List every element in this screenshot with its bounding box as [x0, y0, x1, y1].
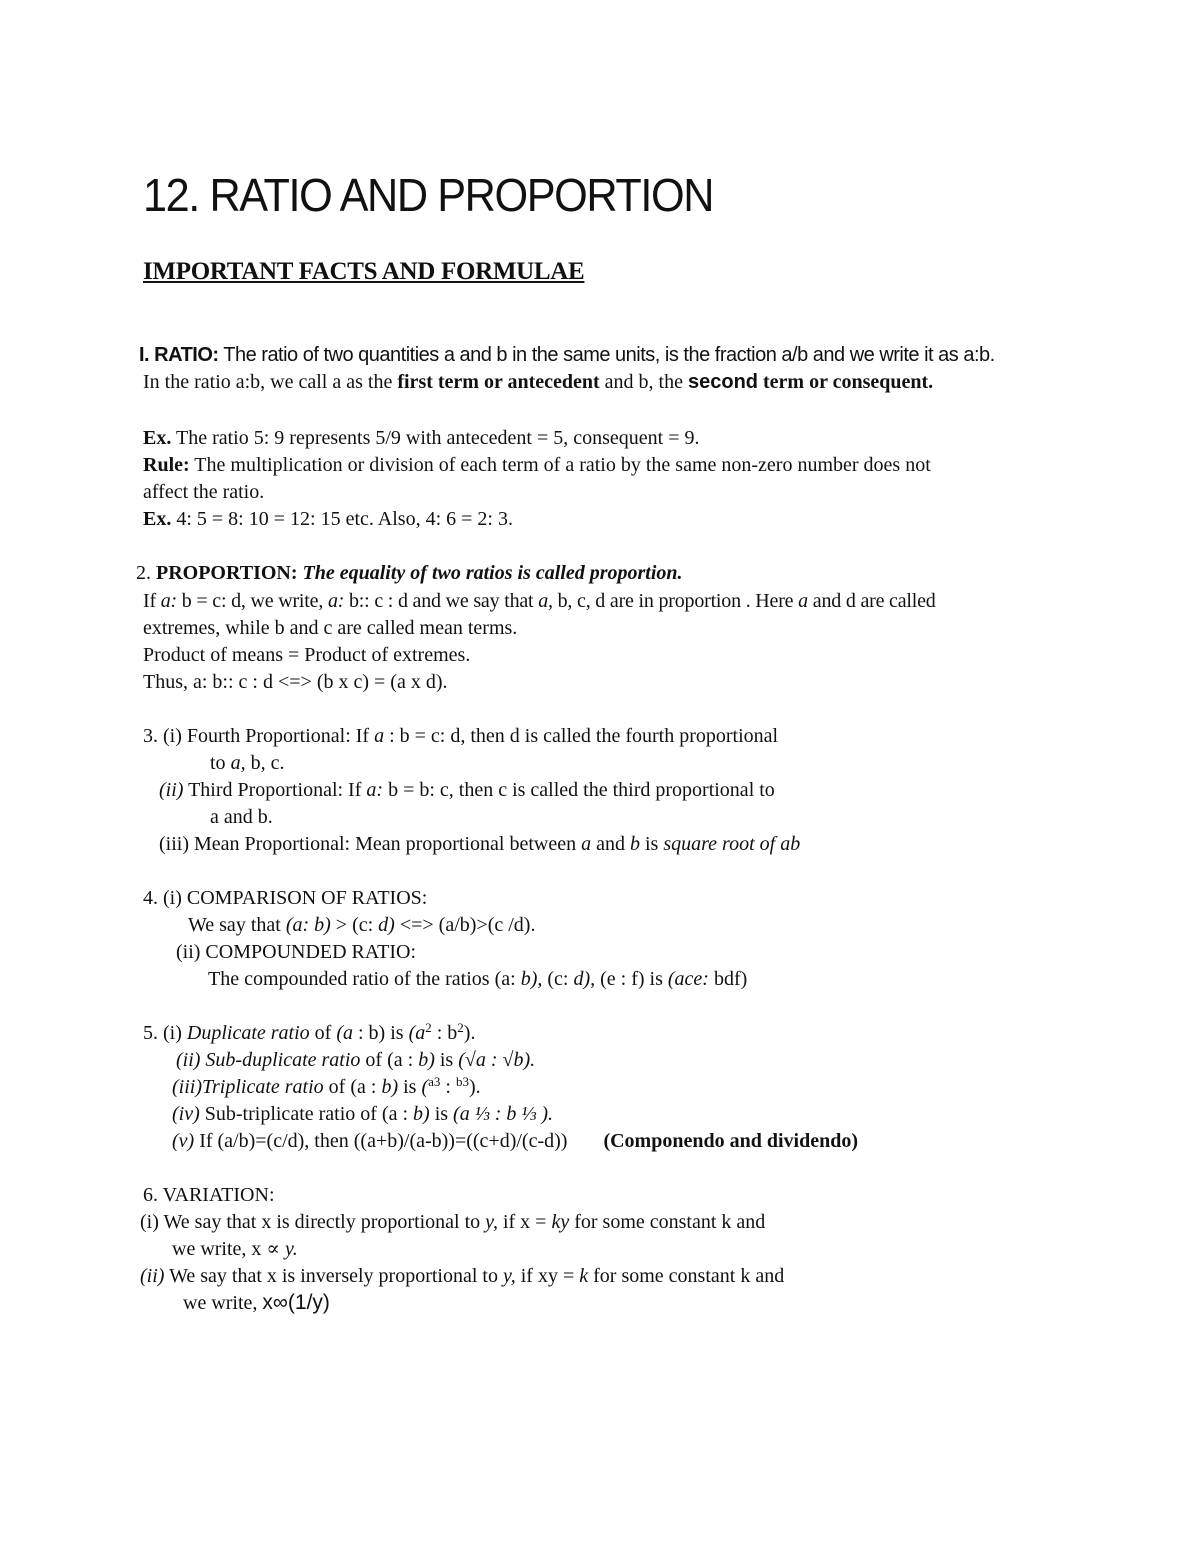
inverse-variation-notation: we write, x∞(1/y) [183, 1291, 330, 1314]
fourth-proportional-cont: to a, b, c. [210, 752, 285, 774]
sub-duplicate-ratio: (ii) Sub-duplicate ratio of (a : b) is (√a : √b). [176, 1049, 536, 1071]
mean-proportional: (iii) Mean Proportional: Mean proportional between a and b is square root of ab [159, 833, 801, 855]
inverse-variation: (ii) We say that x is inversely proportional to y, if xy = k for some constant k and [140, 1265, 785, 1287]
compounded-heading: (ii) COMPOUNDED RATIO: [176, 941, 416, 963]
third-proportional: (ii) Third Proportional: If a: b = b: c, then c is called the third proportional to [159, 779, 775, 801]
direct-variation-notation: we write, x ∝ y. [172, 1238, 298, 1260]
proportion-definition: 2. PROPORTION: The equality of two ratios is called proportion. [136, 562, 683, 584]
componendo-dividendo: (v) If (a/b)=(c/d), then ((a+b)/(a-b))=((c+d)/(c-d)) (Componendo and dividendo) [172, 1130, 858, 1152]
direct-variation: (i) We say that x is directly proportional to y, if x = ky for some constant k and [140, 1211, 766, 1233]
compounded-rule: The compounded ratio of the ratios (a: b), (c: d), (e : f) is (ace: bdf) [208, 968, 748, 990]
section-subtitle: IMPORTANT FACTS AND FORMULAE [143, 258, 585, 285]
proportion-notation: If a: b = c: d, we write, a: b:: c : d and we say that a, b, c, d are in proportion . Here a and d are called [143, 590, 936, 612]
ratio-definition: I. RATIO: The ratio of two quantities a and b in the same units, is the fraction a/b and we write it as a:b. [139, 344, 995, 366]
page-title: 12. RATIO AND PROPORTION [143, 169, 714, 221]
ratio-label: I. RATIO: [139, 344, 219, 366]
ratio-example-1: Ex. The ratio 5: 9 represents 5/9 with antecedent = 5, consequent = 9. [143, 427, 700, 449]
triplicate-ratio: (iii)Triplicate ratio of (a : b) is ($^{a3}$ : $^{b3}$). [172, 1074, 481, 1098]
ratio-example-2: Ex. 4: 5 = 8: 10 = 12: 15 etc. Also, 4: 6 = 2: 3. [143, 508, 513, 530]
variation-heading: 6. VARIATION: [143, 1184, 275, 1206]
third-proportional-cont: a and b. [210, 806, 273, 828]
fourth-proportional: 3. (i) Fourth Proportional: If a : b = c: d, then d is called the fourth proportional [143, 725, 779, 747]
proportion-product-rule: Product of means = Product of extremes. [143, 644, 471, 666]
proportion-equivalence: Thus, a: b:: c : d <=> (b x c) = (a x d). [143, 671, 448, 693]
sub-triplicate-ratio: (iv) Sub-triplicate ratio of (a : b) is (a ⅓ : b ⅓ ). [172, 1103, 554, 1125]
ratio-rule: Rule: The multiplication or division of each term of a ratio by the same non-zero number does not [143, 454, 931, 476]
ratio-terms: In the ratio a:b, we call a as the first term or antecedent and b, the second term or consequent. [143, 371, 934, 393]
duplicate-ratio: 5. (i) Duplicate ratio of (a : b) is ($a^2$ : $b^2$). [143, 1020, 476, 1044]
ratio-rule-cont: affect the ratio. [143, 481, 265, 503]
comparison-heading: 4. (i) COMPARISON OF RATIOS: [143, 887, 428, 909]
proportion-terms: extremes, while b and c are called mean terms. [143, 617, 518, 639]
comparison-rule: We say that (a: b) > (c: d) <=> (a/b)>(c /d). [188, 914, 536, 936]
